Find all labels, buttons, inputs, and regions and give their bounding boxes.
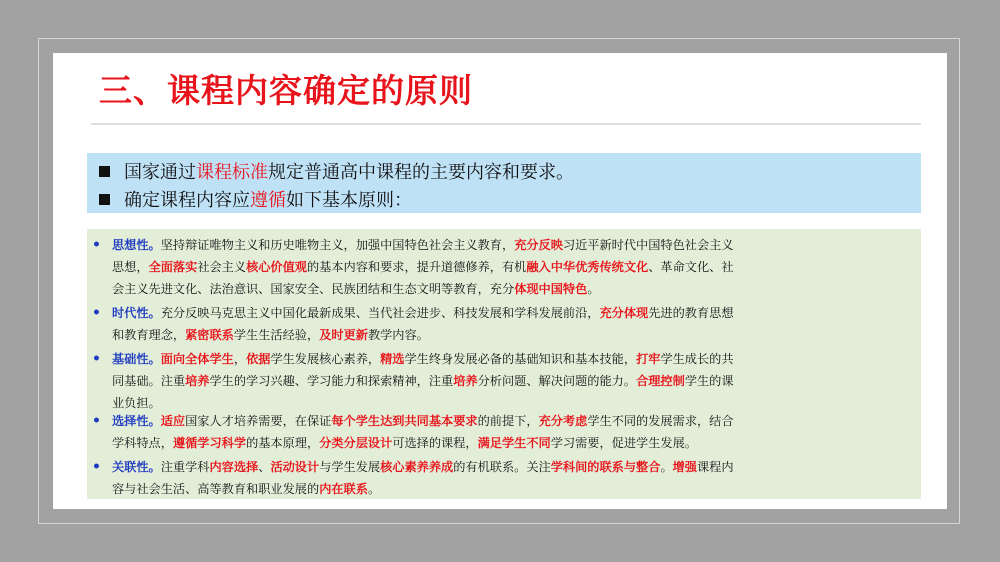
highlight-run: 培养 xyxy=(185,374,210,388)
title-divider xyxy=(91,123,921,125)
highlight-run: 融入中华优秀传统文化 xyxy=(526,260,649,274)
slide xyxy=(53,53,947,509)
text-run: 。 xyxy=(587,282,600,296)
principle-keyword: 基础性。 xyxy=(112,352,161,366)
text-run: 同基础。注重 xyxy=(112,374,186,388)
text-run: 社会主义 xyxy=(197,260,247,274)
highlight-run: 及时更新 xyxy=(319,328,368,342)
principle-keyword: 选择性。 xyxy=(112,414,161,428)
highlight-run: 培养 xyxy=(453,374,478,388)
highlight-run: 合理控制 xyxy=(636,374,685,388)
principle-keyword: 思想性。 xyxy=(112,238,161,252)
text-run: 学生发展核心素养， xyxy=(270,352,381,366)
text-run: 、革命文化、社 xyxy=(648,260,734,274)
text-run: 学生的学习兴趣、学习能力和探索精神，注重 xyxy=(209,374,454,388)
highlight-run: 面向全体学生 xyxy=(160,352,234,366)
text-run: 。 xyxy=(660,460,673,474)
intro-text: 国家通过 xyxy=(124,162,196,183)
bullet-dot-icon: • xyxy=(92,351,101,367)
page-title: 三、课程内容确定的原则 xyxy=(99,71,473,110)
intro-text: 规定普通高中课程的主要内容和要求。 xyxy=(268,162,574,183)
principle-line xyxy=(112,348,734,371)
text-run: 国家人才培养需要，在保证 xyxy=(185,414,332,428)
square-bullet-icon xyxy=(99,166,110,177)
text-run: 学生成长的共 xyxy=(660,352,734,366)
text-run: 学生终身发展必备的基础知识和基本技能， xyxy=(404,352,637,366)
bullet-dot-icon: • xyxy=(92,237,101,253)
text-run: 课程内 xyxy=(697,460,734,474)
text-run: 的基本内容和要求，提升道德修养，有机 xyxy=(307,260,527,274)
text-run: 分析问题、解决问题的能力。 xyxy=(477,374,637,388)
intro-text: 确定课程内容应 xyxy=(124,190,250,211)
text-run: 注重学科 xyxy=(160,460,210,474)
highlight-run: 学科间的联系与整合 xyxy=(550,460,661,474)
highlight-run: 分类分层设计 xyxy=(319,436,393,450)
highlight-run: 遵循学习科学 xyxy=(172,436,247,450)
text-run: 学生生活经验， xyxy=(233,328,320,342)
text-run: 。 xyxy=(367,482,381,496)
highlight-run: 体现中国特色 xyxy=(514,282,588,296)
bullet-dot-icon: • xyxy=(92,459,101,475)
text-run: ， xyxy=(233,352,247,366)
highlight-run: 核心素养养成 xyxy=(380,460,454,474)
text-run: 可选择的课程， xyxy=(392,436,478,450)
highlight-run: 依据 xyxy=(246,352,271,366)
highlight-run: 全面落实 xyxy=(148,260,198,274)
text-run: 的基本原理， xyxy=(246,436,320,450)
highlight-run: 内容选择 xyxy=(209,460,259,474)
text-run: 与学生发展 xyxy=(319,460,381,474)
principle-line xyxy=(112,278,600,301)
text-run: 思想， xyxy=(112,260,149,274)
text-run: 学生的课 xyxy=(684,374,734,388)
intro-line-2 xyxy=(99,186,412,212)
highlight-run: 每个学生达到共同基本要求 xyxy=(331,414,478,428)
principle-line xyxy=(112,324,429,347)
highlight-run: 紧密联系 xyxy=(185,328,234,342)
principle-line xyxy=(112,302,734,325)
text-run: 和教育理念， xyxy=(112,328,186,342)
highlight-run: 内在联系 xyxy=(319,482,368,496)
intro-text: 如下基本原则： xyxy=(286,190,412,211)
principle-line xyxy=(112,456,734,479)
highlight-run: 增强 xyxy=(672,460,697,474)
intro-box xyxy=(87,153,921,213)
text-run: 先进的教育思想 xyxy=(648,306,734,320)
highlight-run: 精选 xyxy=(380,352,405,366)
text-run: 的前提下， xyxy=(477,414,539,428)
text-run: 教学内容。 xyxy=(367,328,429,342)
square-bullet-icon xyxy=(99,194,110,205)
principle-line xyxy=(112,256,734,279)
intro-line-1 xyxy=(99,158,574,184)
highlight-run: 适应 xyxy=(160,414,186,428)
text-run: 习近平新时代中国特色社会主义 xyxy=(562,238,734,252)
bullet-dot-icon: • xyxy=(92,305,101,321)
principle-line xyxy=(112,370,734,393)
principles-box xyxy=(87,229,921,499)
intro-highlight: 遵循 xyxy=(250,190,286,211)
highlight-run: 打牢 xyxy=(636,352,661,366)
intro-highlight: 课程标准 xyxy=(196,162,268,183)
bullet-dot-icon: • xyxy=(92,413,101,429)
text-run: 学生不同的发展需求，结合 xyxy=(587,414,734,428)
text-run: 业负担。 xyxy=(112,396,161,410)
principle-line xyxy=(112,234,734,257)
text-run: 坚持辩证唯物主义和历史唯物主义，加强中国特色社会主义教育， xyxy=(160,238,515,252)
text-run: 学科特点， xyxy=(112,436,173,450)
highlight-run: 满足学生不同 xyxy=(477,436,551,450)
text-run: 容与社会生活、高等教育和职业发展的 xyxy=(112,482,320,496)
text-run: 充分反映马克思主义中国化最新成果、当代社会进步、科技发展和学科发展前沿， xyxy=(160,306,600,320)
text-run: 、 xyxy=(258,460,271,474)
principle-line xyxy=(112,410,734,433)
principle-line xyxy=(112,478,380,501)
text-run: 的有机联系。关注 xyxy=(453,460,551,474)
highlight-run: 活动设计 xyxy=(270,460,320,474)
highlight-run: 充分反映 xyxy=(514,238,563,252)
text-run: 学习需要，促进学生发展。 xyxy=(550,436,697,450)
highlight-run: 核心价值观 xyxy=(246,260,307,274)
principle-line xyxy=(112,432,697,455)
principle-keyword: 关联性。 xyxy=(112,460,161,474)
highlight-run: 充分考虑 xyxy=(538,414,588,428)
highlight-run: 充分体现 xyxy=(599,306,649,320)
text-run: 会主义先进文化、法治意识、国家安全、民族团结和生态文明等教育，充分 xyxy=(112,282,515,296)
principle-keyword: 时代性。 xyxy=(112,306,161,320)
